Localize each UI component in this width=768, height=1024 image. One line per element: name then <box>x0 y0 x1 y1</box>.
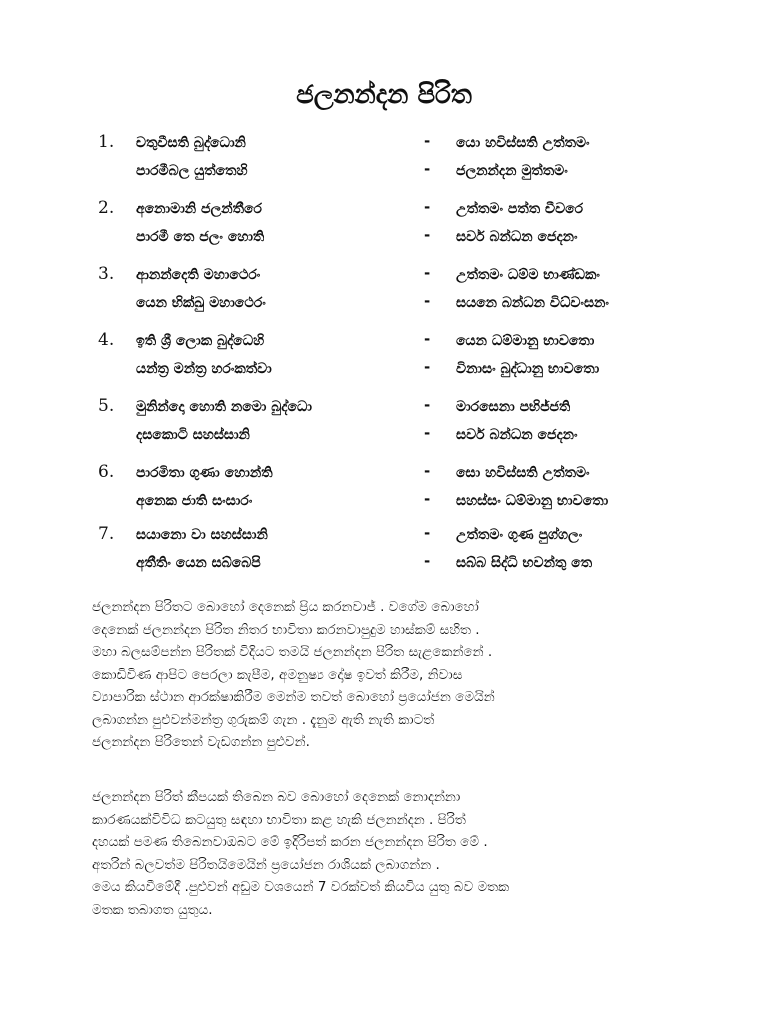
paragraph-line: අතරින් බලවත්ම පිරිතයිමෙයින් ප්‍රයෝජන රාශියක් ලබාගන්න . <box>92 856 440 873</box>
verse-right-line-2: සයනෙ බන්ධන විධ්වංසනං <box>456 295 609 311</box>
verse-right-line-2: සබ්බ සිද්ධි භවන්තු තෙ <box>456 555 593 571</box>
verse-number: 6. <box>98 462 115 482</box>
verse-left-line-1: අනොමානි ජලන්තීරෙ <box>136 201 262 217</box>
verse-7 <box>0 522 768 584</box>
paragraph-line: ජලනන්දන පිරිතෙන් වැඩගන්න පුළුවන්. <box>92 734 310 750</box>
paragraph-line: කොඩිවිණ ආපිට පෙරලා කැපීම, අමනුෂ්‍ය දෝෂ ඉවත් කිරීම, නිවාස <box>92 666 463 683</box>
verse-dash: - <box>424 292 431 310</box>
verse-number: 4. <box>98 330 115 350</box>
description-paragraph-2 <box>92 786 712 921</box>
verse-left-line-1: ඉති ශ්‍රී ලොක බුද්ධෙහි <box>136 333 265 349</box>
verse-number: 2. <box>98 198 115 218</box>
verse-left-line-2: දසකොටි සහස්සානි <box>136 427 250 443</box>
verse-number: 3. <box>98 264 115 284</box>
verse-right-line-1: යො හවිස්සති උත්තමං <box>456 135 590 151</box>
verse-right-line-2: විනාසං බුද්ධානු භාවතො <box>456 361 600 377</box>
verse-right-line-1: මාරසෙනා පභිජ්ජති <box>456 399 571 415</box>
paragraph-line: මහා බලසම්පන්න පිරිතක් විදියට තමයි ජලනන්දන පිරිත සැළකෙන්නේ . <box>92 644 493 660</box>
verse-6 <box>0 460 768 522</box>
page-title: ජලනන්දන පිරිත <box>296 80 472 110</box>
verse-number: 7. <box>98 524 115 544</box>
verse-left-line-1: සයානො වා සහස්සානි <box>136 527 268 543</box>
verse-right-line-2: සහස්සං ධම්මානු භාවතො <box>456 493 609 509</box>
verse-dash: - <box>424 264 431 282</box>
verse-right-line-1: උත්තමං ධම්ම භාණ්ඩකං <box>456 267 600 283</box>
verse-right-line-1: උත්තමං ගුණ පුග්ගලං <box>456 527 583 543</box>
verse-left-line-2: අනෙක ජාති සංසාරං <box>136 493 253 509</box>
paragraph-line: මතක තබාගත යුතුය. <box>92 901 213 918</box>
verse-left-line-2: පාරමීබල යුත්තෙහි <box>136 163 248 179</box>
verse-right-line-2: සර්ව බන්ධන ජෙදනං <box>456 427 578 443</box>
verse-3 <box>0 262 768 324</box>
verse-1 <box>0 130 768 192</box>
verse-dash: - <box>424 132 431 150</box>
verse-left-line-1: මුනින්දො හොති නමො බුද්ධො <box>136 399 313 415</box>
verse-left-line-1: චතුවීසති බුද්ධොනි <box>136 135 246 151</box>
paragraph-line: ලබාගන්න පුළුවන්මන්ත්‍ර ගුරුකම් ගැන . දැනුම ඇති නැති කාටත් <box>92 711 435 728</box>
verse-dash: - <box>424 490 431 508</box>
verse-2 <box>0 196 768 258</box>
paragraph-line: ව්‍යාපාරික ස්ථාන ආරක්ෂාකිරීම මෙන්ම තවත් බොහෝ ප්‍රයෝජන මෙයින් <box>92 689 495 705</box>
verse-left-line-1: පාරමිතා ගුණා හොන්ති <box>136 465 273 481</box>
verse-4 <box>0 328 768 390</box>
verse-right-line-1: යෙන ධම්මානු භාවතො <box>456 333 595 349</box>
paragraph-line: ජලනන්දන පිරිත් කීපයක් තිබෙන බව බොහෝ දෙනෙක් නොදන්නා <box>92 789 461 805</box>
verse-right-line-2: ජලනන්දන මුත්තමං <box>456 163 568 179</box>
verse-list <box>0 130 768 580</box>
verse-dash: - <box>424 552 431 570</box>
verse-dash: - <box>424 462 431 480</box>
verse-5 <box>0 394 768 456</box>
verse-left-line-2: යෙන භික්ඛු මහාථෙරං <box>136 295 266 311</box>
description-paragraph-1 <box>92 596 712 754</box>
verse-right-line-1: උත්තමං පත්ත චීවරෙ <box>456 201 584 217</box>
verse-dash: - <box>424 226 431 244</box>
verse-left-line-2: පාරමී තෙ ජලං හොති <box>136 229 265 245</box>
verse-right-line-1: සො හවිස්සති උත්තමං <box>456 465 590 481</box>
paragraph-line: දෙනෙක් ජලනන්දන පිරිත නිතර භාවිතා කරනවාපුදුම හාස්කම් සහිත . <box>92 621 480 638</box>
verse-dash: - <box>424 330 431 348</box>
verse-dash: - <box>424 524 431 542</box>
verse-left-line-2: යන්ත්‍ර මන්ත්‍ර හරංකත්වා <box>136 361 272 377</box>
paragraph-line: කාරණයක්විවිධ කටයුතු සඳහා භාවිතා කළ හැකි ජලනන්දන . පිරිත් <box>92 811 466 828</box>
verse-dash: - <box>424 198 431 216</box>
paragraph-line: මෙය කියවීමේදී .පුළුවන් අඩුම වශයෙන් 7 වරක්වත් කියවිය යුතු බව මතක <box>92 879 510 895</box>
paragraph-line: දහයක් පමණ තිබෙනවාඔබට මේ ඉදිරිපත් කරන ජලනන්දන පිරිත මේ . <box>92 834 488 850</box>
verse-left-line-2: අතීතිං යෙන සබ්බෙපි <box>136 555 261 571</box>
verse-dash: - <box>424 396 431 414</box>
verse-number: 5. <box>98 396 115 416</box>
verse-dash: - <box>424 358 431 376</box>
verse-number: 1. <box>98 132 115 152</box>
paragraph-line: ජලනන්දන පිරිතට බොහෝ දෙනෙක් ප්‍රිය කරනවාජ් . වගේම බොහෝ <box>92 599 479 615</box>
verse-dash: - <box>424 160 431 178</box>
verse-right-line-2: සර්ව බන්ධන ජෙදනං <box>456 229 578 245</box>
verse-dash: - <box>424 424 431 442</box>
verse-left-line-1: ආනන්දෙති මහාථෙරං <box>136 267 261 283</box>
